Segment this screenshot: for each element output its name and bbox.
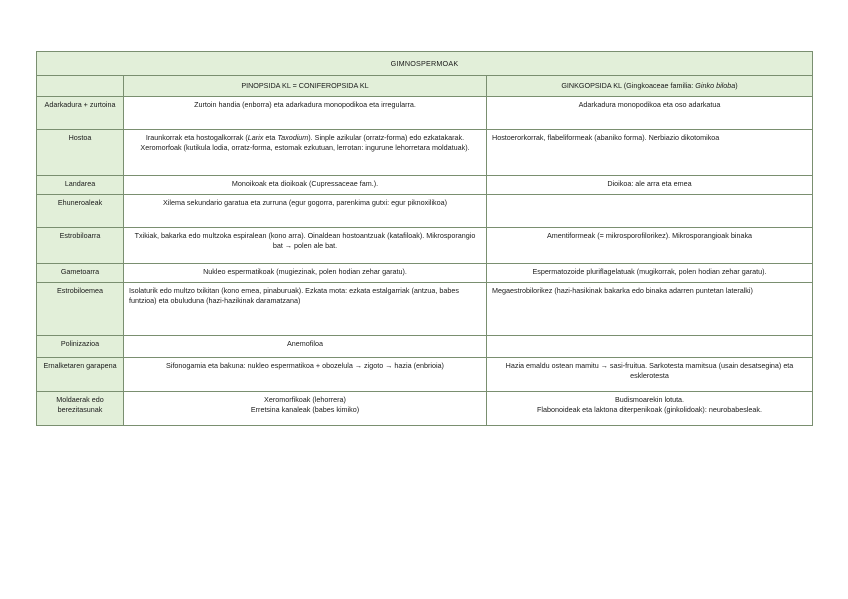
table-row	[37, 97, 813, 130]
pinopsida-cell: Isolaturik edo multzo txikitan (kono emea, pinaburuak). Ezkata mota: ezkata estalgarriak (antzua, babes funtzioa) eta obuluduna (hazi-hazikinak daramatzana)	[124, 283, 487, 336]
column-header-row	[37, 76, 813, 97]
row-label: Estrobiloemea	[37, 283, 124, 336]
table-row	[37, 283, 813, 336]
header-blank-cell	[37, 76, 124, 97]
table-row	[37, 358, 813, 392]
pinopsida-cell: Txikiak, bakarka edo multzoka espiralean (kono arra). Oinaldean hostoantzuak (katafiloak). Mikrosporangio bat → polen ale bat.	[124, 228, 487, 264]
table-row	[37, 130, 813, 176]
ginkgopsida-cell: Espermatozoide pluriflagelatuak (mugikorrak, polen hodian zehar garatu).	[487, 264, 813, 283]
pinopsida-cell: Monoikoak eta dioikoak (Cupressaceae fam.).	[124, 176, 487, 195]
table-row	[37, 392, 813, 426]
pinopsida-cell: Iraunkorrak eta hostogalkorrak (Larix eta Taxodium). Sinple azikular (orratz-forma) edo ezkatakarak. Xeromorfoak (kutikula lodia, orratz-forma, estomak ezkutuan, lerrotan: ingurune lehorretara moldatuak).	[124, 130, 487, 176]
pinopsida-cell: Anemofiloa	[124, 336, 487, 358]
pinopsida-cell: Zurtoin handia (enborra) eta adarkadura monopodikoa eta irregularra.	[124, 97, 487, 130]
row-label: Adarkadura + zurtoina	[37, 97, 124, 130]
table-row	[37, 228, 813, 264]
ginkgopsida-cell: Hazia emaldu ostean mamitu → sasi-fruitua. Sarkotesta mamitsua (usain desatsegina) eta esklerotesta	[487, 358, 813, 392]
ginkgopsida-cell: Budismoarekin lotuta. Flabonoideak eta laktona diterpenikoak (ginkolidoak): neurobabesleak.	[487, 392, 813, 426]
header-ginkgopsida: GINKGOPSIDA KL (Gingkoaceae familia: Ginko biloba)	[487, 76, 813, 97]
pinopsida-cell: Sifonogamia eta bakuna: nukleo espermatikoa + obozelula → zigoto → hazia (enbrioia)	[124, 358, 487, 392]
ginkgopsida-cell	[487, 336, 813, 358]
header-pinopsida: PINOPSIDA KL = CONIFEROPSIDA KL	[124, 76, 487, 97]
pinopsida-cell: Xeromorfikoak (lehorrera) Erretsina kanaleak (babes kimiko)	[124, 392, 487, 426]
table-title-row	[37, 52, 813, 76]
table-row	[37, 195, 813, 228]
row-label: Hostoa	[37, 130, 124, 176]
ginkgopsida-cell: Amentiformeak (= mikrosporofilorikez). Mikrosporangioak binaka	[487, 228, 813, 264]
row-label: Landarea	[37, 176, 124, 195]
ginkgopsida-cell: Megaestrobilorikez (hazi-hasikinak bakarka edo binaka adarren puntetan lateralki)	[487, 283, 813, 336]
ginkgopsida-cell: Adarkadura monopodikoa eta oso adarkatua	[487, 97, 813, 130]
row-label: Estrobiloarra	[37, 228, 124, 264]
pinopsida-cell: Xilema sekundario garatua eta zurruna (egur gogorra, parenkima gutxi: egur piknoxilikoa)	[124, 195, 487, 228]
gymnosperm-comparison-table	[36, 51, 813, 426]
table-row	[37, 264, 813, 283]
ginkgopsida-cell: Hostoerorkorrak, flabeliformeak (abaniko forma). Nerbiazio dikotomikoa	[487, 130, 813, 176]
row-label: Moldaerak edo berezitasunak	[37, 392, 124, 426]
row-label: Ernalketaren garapena	[37, 358, 124, 392]
row-label: Polinizazioa	[37, 336, 124, 358]
row-label: Gametoarra	[37, 264, 124, 283]
table-row	[37, 336, 813, 358]
pinopsida-cell: Nukleo espermatikoak (mugiezinak, polen hodian zehar garatu).	[124, 264, 487, 283]
table-title: GIMNOSPERMOAK	[37, 52, 813, 76]
ginkgopsida-cell: Dioikoa: ale arra eta emea	[487, 176, 813, 195]
ginkgopsida-cell	[487, 195, 813, 228]
table-row	[37, 176, 813, 195]
row-label: Ehuneroaleak	[37, 195, 124, 228]
